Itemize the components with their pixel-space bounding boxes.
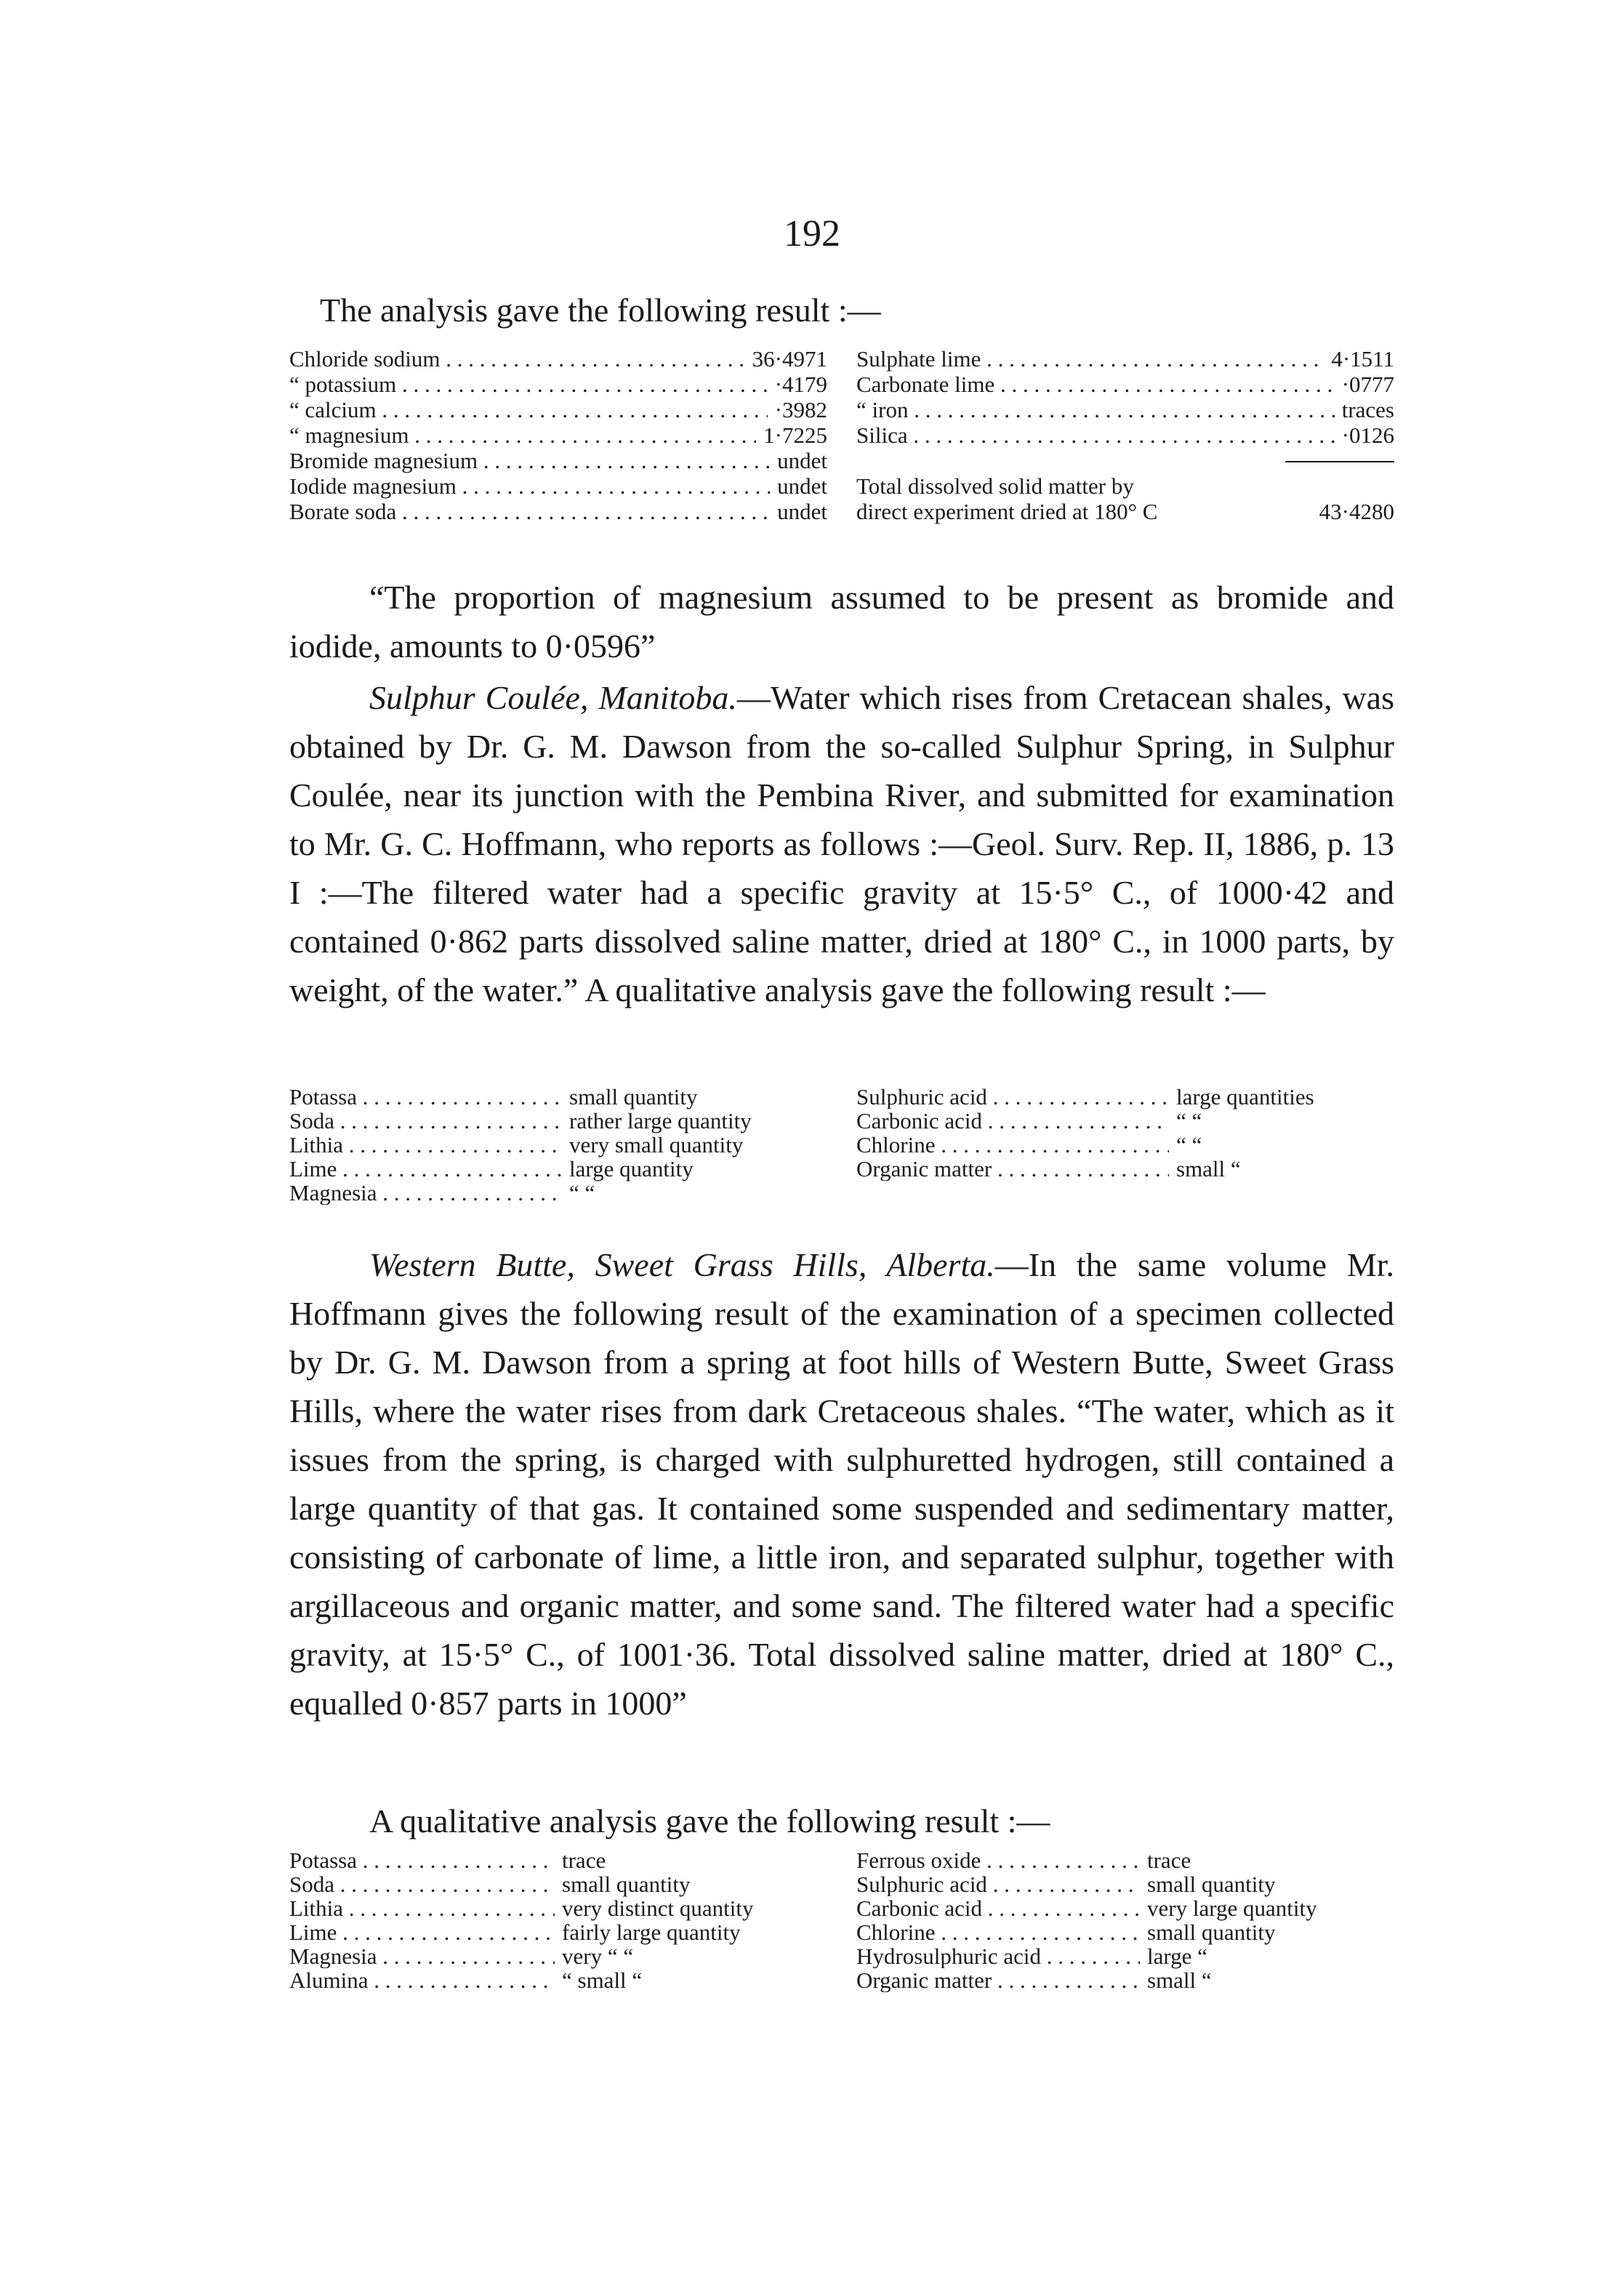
table-row: Sulphate lime . . . 4·1511 [856, 346, 1394, 372]
table-row: Hydrosulphuric acid . . . large “ [856, 1944, 1394, 1968]
table-row: Lithia . . . very small quantity [289, 1133, 831, 1157]
table-row: “ magnesium . . . 1·7225 [289, 422, 827, 448]
qual-table-1-right [856, 1085, 1394, 1181]
table-row: Iodide magnesium . . . undet [289, 473, 827, 499]
section-title: Sulphur Coulée, Manitoba. [369, 679, 737, 716]
table-row: Soda . . . rather large quantity [289, 1109, 831, 1133]
qual-table-1-left [289, 1085, 831, 1205]
analysis-table-left [289, 346, 827, 524]
table-row: Sulphuric acid . . . small quantity [856, 1872, 1394, 1896]
total-row: Total dissolved solid matter by [856, 473, 1134, 499]
table-row: Silica . . . ·0126 [856, 422, 1394, 448]
paragraph-text: —In the same volume Mr. Hoffmann gives the following result of the examination of a specimen collected by Dr. G. M. Dawson from a spring at foot hills of Western Butte, Sweet Grass Hills, where the water rises from dark Cretaceous shales. “The water, which as it issues from the spring, is charged with sulphuretted hydrogen, still contained a large quantity of that gas. It contained some suspended and sedimentary matter, consisting of carbonate of lime, a little iron, and separated sulphur, together with argillaceous and organic matter, and some sand. The filtered water had a specific gravity, at 15·5° C., of 1001·36. Total dissolved saline matter, dried at 180° C., equalled 0·857 parts in 1000” [289, 1246, 1394, 1722]
table-row: Chlorine . . . small quantity [856, 1920, 1394, 1944]
table-row: “ iron . . . traces [856, 397, 1394, 422]
table-row: Carbonic acid . . . “ “ [856, 1109, 1394, 1133]
qual-table-2-right [856, 1848, 1394, 1992]
total-row: direct experiment dried at 180° C 43·4280 [856, 499, 1394, 524]
table-row: Soda . . . small quantity [289, 1872, 831, 1896]
table-row: Bromide magnesium . . . undet [289, 448, 827, 473]
table-row: Organic matter . . . small “ [856, 1157, 1394, 1181]
western-paragraph [289, 1240, 1394, 1728]
section-title: Western Butte, Sweet Grass Hills, Alberta. [369, 1246, 995, 1283]
paragraph-text: —Water which rises from Cretacean shales, was obtained by Dr. G. M. Dawson from the so-called Sulphur Spring, in Sulphur Coulée, near its junction with the Pembina River, and submitted for examination to Mr. G. C. Hoffmann, who reports as follows :—Geol. Surv. Rep. II, 1886, p. 13 I :—The filtered water had a specific gravity at 15·5° C., of 1000·42 and contained 0·862 parts dissolved saline matter, dried at 180° C., in 1000 parts, by weight, of the water.” A qualitative analysis gave the following result :— [289, 679, 1394, 1008]
analysis-table-right [856, 346, 1394, 524]
sum-rule [1285, 461, 1394, 462]
table-row: Magnesia . . . “ “ [289, 1181, 831, 1205]
table-row: Potassa . . . small quantity [289, 1085, 831, 1109]
table-row: Chloride sodium . . . 36·4971 [289, 346, 827, 372]
table-row: Ferrous oxide . . . trace [856, 1848, 1394, 1872]
table-row: Alumina . . . “ small “ [289, 1968, 831, 1992]
table-row: Lithia . . . very distinct quantity [289, 1896, 831, 1920]
qual-intro-2: A qualitative analysis gave the following result :— [369, 1802, 1050, 1839]
table-row: Organic matter . . . small “ [856, 1968, 1394, 1992]
analysis-intro: The analysis gave the following result :— [320, 292, 881, 329]
qual-table-2-left [289, 1848, 831, 1992]
table-row: Borate soda . . . undet [289, 499, 827, 524]
table-row: “ potassium . . . ·4179 [289, 372, 827, 397]
table-row: Carbonic acid . . . very large quantity [856, 1896, 1394, 1920]
table-row: Carbonate lime . . . ·0777 [856, 372, 1394, 397]
table-row: Potassa . . . trace [289, 1848, 831, 1872]
table-row: Lime . . . fairly large quantity [289, 1920, 831, 1944]
sulphur-paragraph [289, 673, 1394, 1014]
table-row: Sulphuric acid . . . large quantities [856, 1085, 1394, 1109]
table-row: “ calcium . . . ·3982 [289, 397, 827, 422]
quote-paragraph: “The proportion of magnesium assumed to be present as bromide and iodide, amounts to 0·0596” [289, 579, 1394, 665]
page-number: 192 [784, 213, 840, 254]
table-row: Magnesia . . . very “ “ [289, 1944, 831, 1968]
table-row: Lime . . . large quantity [289, 1157, 831, 1181]
table-row: Chlorine . . . “ “ [856, 1133, 1394, 1157]
